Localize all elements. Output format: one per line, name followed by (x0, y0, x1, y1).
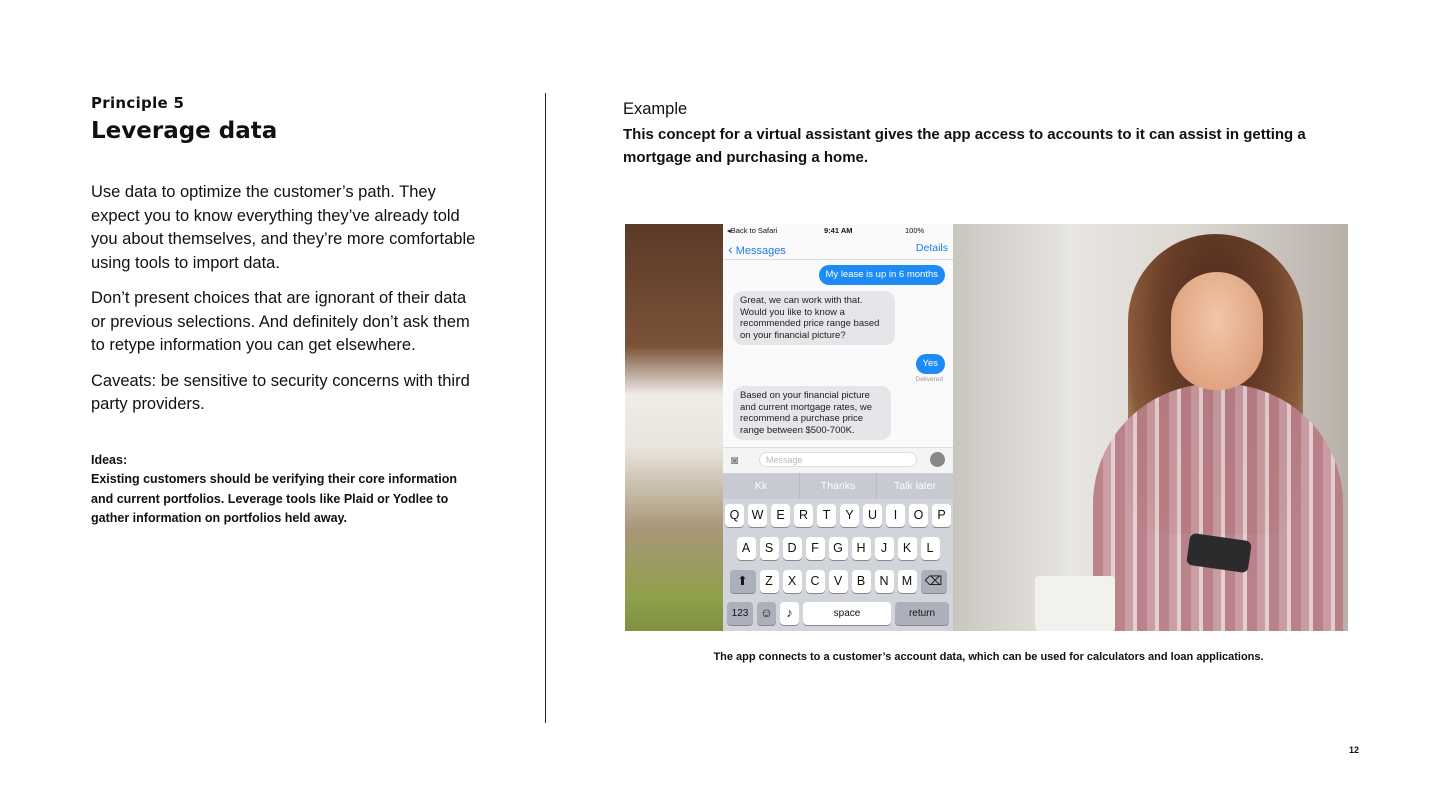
key[interactable]: R (794, 504, 813, 527)
ideas-label: Ideas: (91, 452, 128, 467)
key-row-2 (723, 537, 953, 560)
message-bubble-1: My lease is up in 6 months (819, 265, 945, 285)
face-shape (1171, 272, 1263, 390)
key-row-3 (723, 570, 953, 593)
key[interactable]: G (829, 537, 848, 560)
message-bubble-4: Based on your financial picture and current mortgage rates, we recommend a purchase price range between $500-700K. (733, 386, 891, 440)
example-image (625, 224, 1348, 631)
example-header (623, 100, 1323, 169)
dictation-microphone-icon[interactable]: ♪ (780, 602, 799, 625)
shirt-shape (1093, 384, 1343, 631)
key[interactable]: F (806, 537, 825, 560)
page-number: 12 (1349, 745, 1360, 755)
ideas-block (91, 451, 481, 529)
woman-photo (953, 224, 1348, 631)
key[interactable]: D (783, 537, 802, 560)
paragraph-3: Caveats: be sensitive to security concerns with third party providers. (91, 371, 470, 413)
status-back: ◂Back to Safari (727, 226, 778, 235)
key[interactable]: N (875, 570, 894, 593)
delete-key-icon[interactable]: ⌫ (921, 570, 947, 593)
key[interactable]: W (748, 504, 767, 527)
microphone-icon[interactable] (930, 452, 945, 467)
message-bubble-3: Yes (916, 354, 946, 374)
key[interactable]: L (921, 537, 940, 560)
key[interactable]: M (898, 570, 917, 593)
key[interactable]: P (932, 504, 951, 527)
key-row-1 (723, 504, 953, 527)
principle-label: Principle 5 (91, 94, 185, 112)
phone-screen (723, 224, 953, 631)
key[interactable]: B (852, 570, 871, 593)
suggestion-1[interactable]: Kk (723, 473, 800, 499)
background-left-photo (625, 224, 723, 631)
page-title: Leverage data (91, 118, 278, 144)
messages-navbar (723, 237, 953, 260)
key[interactable]: K (898, 537, 917, 560)
key[interactable]: J (875, 537, 894, 560)
suggestion-bar (723, 473, 953, 499)
message-input-bar (723, 447, 953, 474)
suggestion-3[interactable]: Talk later (893, 480, 936, 492)
key[interactable]: Z (760, 570, 779, 593)
key[interactable]: X (783, 570, 802, 593)
shift-key[interactable]: ⬆ (730, 570, 756, 593)
key[interactable]: T (817, 504, 836, 527)
status-bar (723, 224, 953, 237)
key[interactable]: O (909, 504, 928, 527)
key[interactable]: E (771, 504, 790, 527)
key[interactable]: Q (725, 504, 744, 527)
image-caption: The app connects to a customer’s account data, which can be used for calculators and loan applications. (713, 651, 1264, 663)
left-column (91, 94, 481, 529)
example-description: This concept for a virtual assistant gives the app access to accounts to it can assist in getting a mortgage and purchasing a home. (623, 126, 1306, 166)
return-key[interactable]: return (895, 602, 949, 625)
delivered-label: Delivered (915, 376, 943, 383)
paragraph-2: Don’t present choices that are ignorant of their data or previous selections. And definitely don’t ask them to retype information you can get elsewhere. (91, 289, 470, 354)
example-label: Example (623, 100, 688, 118)
message-input[interactable]: Message (759, 452, 917, 467)
ideas-text: Existing customers should be verifying their core information and current portfolios. Leverage tools like Plaid or Yodlee to gather information on portfolios held away. (91, 472, 458, 525)
key-row-4 (723, 602, 953, 625)
key[interactable]: A (737, 537, 756, 560)
key[interactable]: U (863, 504, 882, 527)
back-label: Messages (735, 245, 786, 257)
coffee-cup (1035, 576, 1115, 631)
key[interactable]: V (829, 570, 848, 593)
key[interactable]: H (852, 537, 871, 560)
paragraph-1: Use data to optimize the customer’s path. They expect you to know everything they’ve already told you about themselves, and they’re more comfortable using tools to import data. (91, 183, 476, 272)
chevron-left-icon: ‹ (728, 241, 733, 257)
back-button[interactable] (728, 241, 786, 257)
details-button[interactable]: Details (915, 242, 948, 254)
emoji-icon[interactable]: ☺ (757, 602, 776, 625)
keyboard (723, 473, 953, 631)
suggestion-2[interactable]: Thanks (800, 473, 877, 499)
key[interactable]: I (886, 504, 905, 527)
key[interactable]: Y (840, 504, 859, 527)
camera-icon[interactable]: ◙ (731, 453, 739, 467)
key[interactable]: C (806, 570, 825, 593)
space-key[interactable]: space (803, 602, 891, 625)
key[interactable]: S (760, 537, 779, 560)
numbers-key[interactable]: 123 (727, 602, 753, 625)
column-divider (545, 93, 546, 723)
status-battery: 100% (905, 226, 925, 235)
message-bubble-2: Great, we can work with that. Would you like to know a recommended price range based on your financial picture? (733, 291, 895, 345)
status-time: 9:41 AM (824, 226, 853, 235)
